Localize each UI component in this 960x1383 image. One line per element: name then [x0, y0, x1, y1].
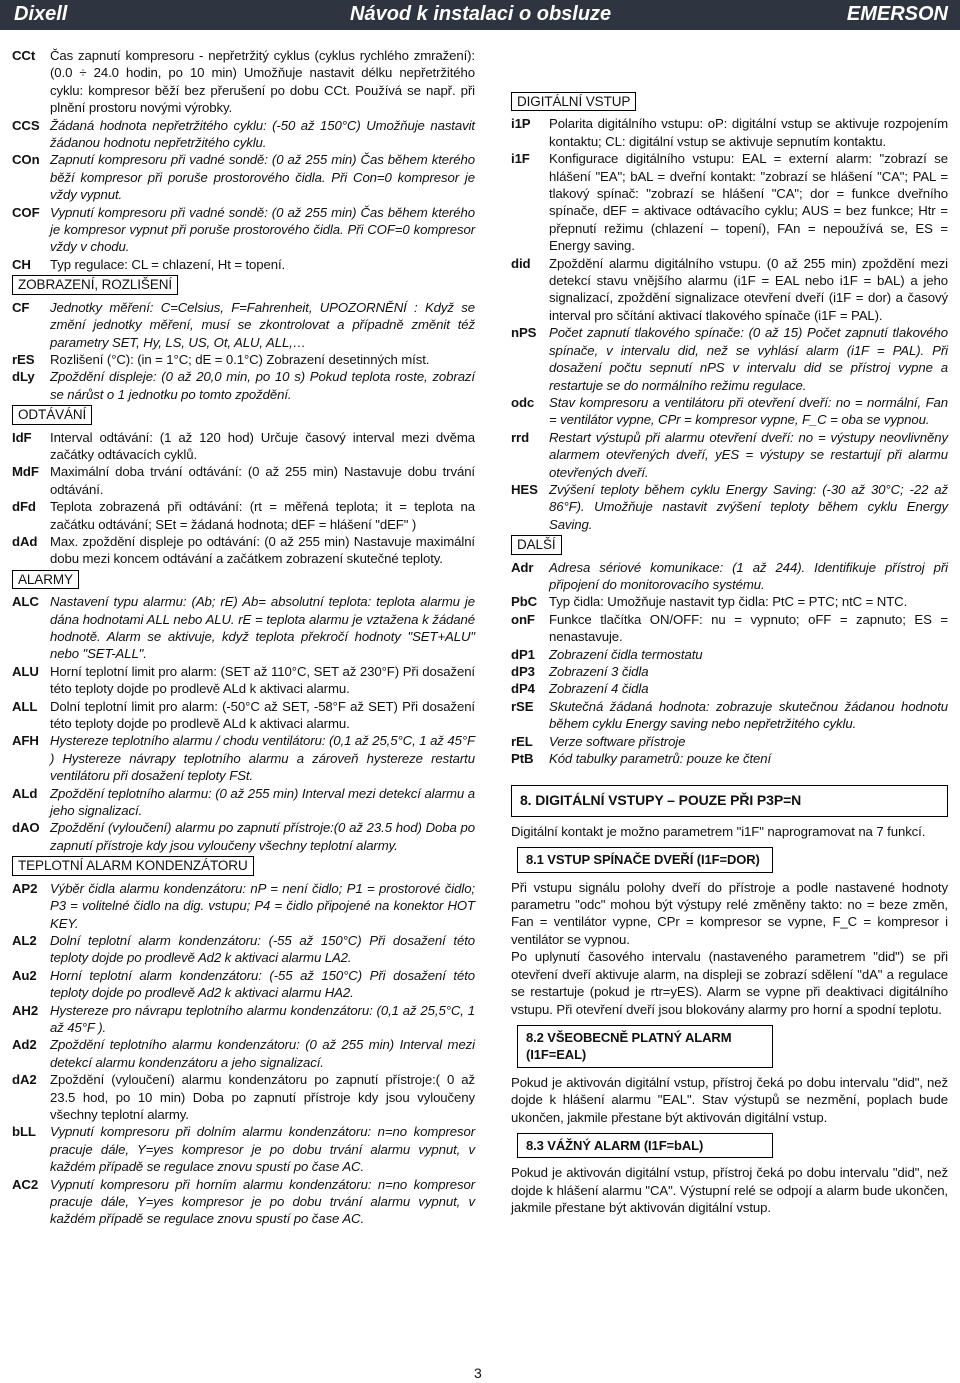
section-title-defrost: ODTÁVÁNÍ — [12, 405, 92, 424]
param-entry — [12, 932, 475, 967]
param-entry — [511, 698, 948, 733]
param-description: Zpoždění alarmu digitálního vstupu. (0 až 255 min) zpoždění mezi detekcí stavu vnějšího alarmu (i1F = EAL nebo i1F = bAL) a jeho signalizací, zpoždění signalizace otevření dveří (i1F = dor) a časový interval pro sčítání aktivací tlakového spínače (i1F = PAL). — [549, 255, 948, 323]
param-description: Vypnutí kompresoru při dolním alarmu kondenzátoru: n=no kompresor pracuje dále, Y=yes kompresor je po dobu trvání alarmu vypnut, v každém případě se regulace znovu spustí po čase AC. — [50, 1124, 475, 1175]
param-code: AH2 — [12, 1002, 39, 1018]
section-8-3-title: 8.3 VÁŽNÝ ALARM (I1F=bAL) — [517, 1133, 773, 1158]
param-entry — [511, 115, 948, 150]
section-8-1-paragraph-2: Po uplynutí časového intervalu (nastaveného parametrem "did") se při otevření dveří aktivuje alarm, na displeji se zobrazí sdělení "dA" a regulace se restartuje (pokud je rtr=yES). Alarm se vypne při deaktivaci digitálního vstupu. Při otevření dveří jsou blokovány alarmy pro horní a spodní teplotu. — [511, 949, 948, 1017]
alarm-params — [12, 593, 475, 854]
param-code: CCt — [12, 48, 36, 63]
param-entry — [12, 1002, 475, 1037]
param-entry — [12, 151, 475, 203]
param-entry — [511, 611, 948, 646]
header-title: Návod k instalaci o obsluze — [350, 3, 612, 25]
param-description: Interval odtávání: (1 až 120 hod) Určuje časový interval mezi dvěma začátky odtávacích cyklů. — [50, 429, 475, 462]
param-entry — [12, 117, 475, 152]
param-description: Maximální doba trvání odtávání: (0 až 255 min) Nastavuje dobu trvání odtávání. — [50, 464, 475, 497]
continuous-cycle-params — [12, 47, 475, 273]
param-description: Hystereze pro návrapu teplotního alarmu kondenzátoru: (0,1 až 25,5°C, 1 až 45°F ). — [50, 1002, 475, 1035]
param-description: Vypnutí kompresoru při vadné sondě: (0 až 255 min) Čas během kterého je kompresor vypnut při poruše prostorového čidla. Při COF=0 kompresor vždy v chodu. — [50, 204, 475, 255]
param-entry — [12, 698, 475, 733]
brand-dixell: Dixell — [14, 3, 68, 25]
param-description: Zpoždění (vyloučení) alarmu po zapnutí přístroje:(0 až 23.5 hod) Doba po zapnutí přístroje kdy jsou vyloučeny všechny teplotní alarmy. — [50, 820, 475, 853]
param-description: Nastavení typu alarmu: (Ab; rE) Ab= absolutní teplota: teplota alarmu je dána hodnotami ALL nebo ALU. rE = teplota alarmu je vztažena k žádané hodnotě. Alarm se aktivuje, když teplota překročí hodnoty "SET+ALU" nebo "SET-ALL". — [50, 594, 475, 662]
param-code: i1P — [511, 116, 531, 132]
param-description: Zpoždění displeje: (0 až 20,0 min, po 10 s) Pokud teplota roste, zobrazí se nárůst o 1 jednotku po tomto zpoždění. — [50, 369, 475, 402]
param-entry — [12, 1123, 475, 1175]
section-title-digital-input: DIGITÁLNÍ VSTUP — [511, 92, 636, 111]
param-code: HES — [511, 481, 538, 497]
param-entry — [511, 324, 948, 394]
param-code: bLL — [12, 1124, 36, 1140]
param-description: Restart výstupů při alarmu otevření dveří: no = výstupy neovlivněny alarmem otevřených dveří, yES = výstupy se restartují při alarmu otevřených dveří. — [549, 429, 948, 480]
param-entry — [12, 204, 475, 256]
brand-emerson: EMERSON — [846, 3, 948, 25]
param-entry — [12, 819, 475, 854]
param-description: Funkce tlačítka ON/OFF: nu = vypnuto; oFF = zapnuto; ES = nenastavuje. — [549, 611, 948, 645]
section-8-1-paragraph-1: Při vstupu signálu polohy dveří do přístroje a podle nastavené hodnoty parametru "odc" mohou být výstupy relé změněny takto: no = beze změn, Fan = ventilátor vypne, CPr = kompresor se vypne, F_C = kompresor i ventilátor se vypnou. — [511, 879, 948, 947]
param-description: Zobrazení 3 čidla — [549, 664, 649, 679]
param-description: Max. zpoždění displeje po odtávání: (0 až 255 min) Nastavuje maximální dobu mezi koncem odtávání a začátkem zobrazení skutečné teploty. — [50, 533, 475, 567]
param-entry — [511, 593, 948, 610]
param-description: Rozlišení (°C): (in = 1°C; dE = 0.1°C) Zobrazení desetinných míst. — [50, 351, 430, 367]
param-description: Zobrazení čidla termostatu — [549, 646, 703, 662]
section-title-display: ZOBRAZENÍ, ROZLIŠENÍ — [12, 275, 178, 294]
param-entry — [12, 47, 475, 117]
param-description: Čas zapnutí kompresoru - nepřetržitý cyklus (cyklus rychlého zmražení): (0.0 ÷ 24.0 hodin, po 10 min) Umožňuje nastavit délku nepřetržitého cyklu: kompresor běží bez přerušení po dobu CCt. Používá se např. při plnění prostoru novými výrobky. — [50, 48, 475, 116]
param-description: Zpoždění teplotního alarmu kondenzátoru: (0 až 255 min) Interval mezi detekcí alarmu kondenzátoru a jeho signalizací. — [50, 1037, 475, 1070]
other-params — [511, 559, 948, 768]
param-code: MdF — [12, 464, 39, 480]
param-description: Počet zapnutí tlakového spínače: (0 až 15) Počet zapnutí tlakového spínače, v intervalu did, než se vyhlásí alarm (i1F = PAL). Při dosažení počtu sepnutí nPS v intervalu did se přístroj vypne a restartuje se do normálního režimu regulace. — [549, 325, 948, 393]
param-entry — [12, 785, 475, 820]
param-description: Teplota zobrazená při odtávání: (rt = měřená teplota; it = teplota na začátku odtávání; SEt = žádaná hodnota; dEF = hlášení "dEF" ) — [50, 499, 475, 532]
param-entry — [12, 429, 475, 464]
param-entry — [12, 663, 475, 698]
param-code: IdF — [12, 429, 32, 445]
param-description: Horní teplotní alarm kondenzátoru: (-55 až 150°C) Při dosažení této teploty dojde po prodlevě Ad2 k aktivaci alarmu HA2. — [50, 967, 475, 1001]
param-description: Zpoždění (vyloučení) alarmu kondenzátoru po zapnutí přístroje:( 0 až 23.5 hod, po 10 min) Doba po zapnutí přístroje kdy jsou vyloučeny všechny teplotní alarmy. — [50, 1072, 475, 1122]
param-code: rrd — [511, 429, 530, 445]
param-entry — [12, 498, 475, 533]
param-code: COF — [12, 204, 40, 220]
param-entry — [12, 299, 475, 351]
param-entry — [12, 351, 475, 368]
param-code: nPS — [511, 325, 537, 341]
param-code: dAd — [12, 533, 38, 549]
param-code: Au2 — [12, 967, 37, 983]
param-code: ALU — [12, 663, 39, 679]
param-entry — [511, 481, 948, 533]
param-description: Dolní teplotní limit pro alarm: (-50°C až SET, -58°F až SET) Při dosažení této teploty dojde po prodlevě ALd k aktivaci alarmu. — [50, 698, 475, 732]
param-entry — [511, 680, 948, 697]
param-code: Ad2 — [12, 1037, 37, 1053]
param-entry — [511, 255, 948, 325]
param-description: Stav kompresoru a ventilátoru při otevření dveří: no = normální, Fan = ventilátor vypne, CPr = kompresor vypne, F_C = oba se vypnou. — [549, 394, 948, 428]
param-entry — [12, 1036, 475, 1071]
param-code: rEL — [511, 733, 533, 749]
section-title-condenser-alarm: TEPLOTNÍ ALARM KONDENZÁTORU — [12, 856, 254, 875]
section-8-2-paragraph: Pokud je aktivován digitální vstup, přístroj čeká po dobu intervalu "did", než dojde k hlášení alarmu "EAL". Stav výstupů se nezmění, poplach bude ukončen, jakmile přestane být aktivován digitální vstup. — [511, 1074, 948, 1125]
param-description: Skutečná žádaná hodnota: zobrazuje skutečnou žádanou hodnotu během cyklu Energy saving nebo nepřetržitého cyklu. — [549, 698, 948, 732]
param-code: dFd — [12, 499, 36, 515]
param-code: CH — [12, 256, 31, 272]
param-description: Jednotky měření: C=Celsius, F=Fahrenheit, UPOZORNĚNÍ : Když se změní jednotky měření, musí se zkontrolovat a případně změnit též parametry SET, Hy, LS, US, Ot, ALU, ALL,… — [50, 299, 475, 350]
section-8-title: 8. DIGITÁLNÍ VSTUPY – POUZE PŘI P3P=N — [511, 785, 948, 816]
param-code: did — [511, 255, 531, 271]
param-entry — [12, 880, 475, 932]
param-code: dP4 — [511, 681, 535, 697]
condenser-alarm-params — [12, 880, 475, 1228]
param-description: Zpoždění teplotního alarmu: (0 až 255 min) Interval mezi detekcí alarmu a jeho signalizací. — [50, 785, 475, 819]
param-description: Hystereze teplotního alarmu / chodu ventilátoru: (0,1 až 25,5°C, 1 až 45°F ) Hystereze návrapy teplotního alarmu a zároveň hystereze restartu ventilátoru při dosažení teploty FSt. — [50, 733, 475, 784]
param-code: dA2 — [12, 1072, 37, 1088]
param-entry — [511, 394, 948, 429]
param-entry — [511, 646, 948, 663]
param-description: Dolní teplotní alarm kondenzátoru: (-55 až 150°C) Při dosažení této teploty dojde po prodlevě Ad2 k aktivaci alarmu LA2. — [50, 932, 475, 966]
param-entry — [12, 256, 475, 273]
param-code: dLy — [12, 369, 35, 385]
section-8-2-title: 8.2 VŠEOBECNĚ PLATNÝ ALARM (I1F=EAL) — [517, 1025, 773, 1068]
param-code: onF — [511, 611, 535, 627]
param-entry — [12, 732, 475, 784]
param-code: AFH — [12, 733, 39, 749]
param-description: Typ regulace: CL = chlazení, Ht = topení. — [50, 256, 286, 272]
param-code: PtB — [511, 751, 534, 767]
param-entry — [12, 368, 475, 403]
param-description: Adresa sériové komunikace: (1 až 244). Identifikuje přístroj při připojení do monitorovacího systému. — [549, 559, 948, 592]
param-entry — [511, 663, 948, 680]
param-code: dP3 — [511, 664, 535, 679]
param-entry — [12, 1176, 475, 1228]
param-description: Žádaná hodnota nepřetržitého cyklu: (-50 až 150°C) Umožňuje nastavit žádanou hodnotu nepřetržitého cyklu. — [50, 117, 475, 151]
right-column — [511, 90, 948, 1217]
param-entry — [12, 967, 475, 1002]
section-8-3-paragraph: Pokud je aktivován digitální vstup, přístroj čeká po dobu intervalu "did", než dojde k hlášení alarmu "CA". Výstupní relé se odpojí a alarm bude ukončen, jakmile přestane být aktivován digitální vstup. — [511, 1165, 948, 1216]
left-column — [12, 47, 475, 1228]
digital-input-params — [511, 115, 948, 533]
param-entry — [12, 463, 475, 498]
param-description: Vypnutí kompresoru při horním alarmu kondenzátoru: n=no kompresor pracuje dále, Y=yes kompresor je po dobu trvání alarmu vypnut, v každém případě se regulace znovu spustí po čase AC. — [50, 1176, 475, 1227]
param-entry — [511, 429, 948, 481]
section-title-alarms: ALARMY — [12, 570, 79, 589]
param-code: AC2 — [12, 1176, 39, 1192]
param-entry — [12, 1071, 475, 1123]
param-description: Zapnutí kompresoru při vadné sondě: (0 až 255 min) Čas během kterého běží kompresor při poruše prostorového čidla. Při Con=0 kompresor je vždy vypnut. — [50, 152, 475, 203]
param-entry — [511, 559, 948, 594]
param-code: CCS — [12, 117, 40, 133]
param-code: COn — [12, 152, 40, 168]
param-code: AL2 — [12, 932, 37, 948]
param-description: Horní teplotní limit pro alarm: (SET až 110°C, SET až 230°F) Při dosažení této teploty dojde po prodlevě ALd k aktivaci alarmu. — [50, 663, 475, 697]
section-8-text: Digitální kontakt je možno parametrem "i1F" naprogramovat na 7 funkcí. — [511, 823, 926, 839]
header-bar — [0, 0, 960, 30]
display-params — [12, 299, 475, 403]
param-code: ALC — [12, 594, 39, 610]
param-description: Verze software přístroje — [549, 733, 686, 749]
param-description: Polarita digitálního vstupu: oP: digitální vstup se aktivuje rozpojením kontaktu; CL: digitální vstup se aktivuje sepnutím kontaktu. — [549, 116, 948, 149]
param-code: AP2 — [12, 880, 38, 896]
param-code: dAO — [12, 820, 40, 836]
param-code: i1F — [511, 151, 530, 167]
param-entry — [12, 533, 475, 568]
param-code: odc — [511, 394, 535, 410]
param-description: Zobrazení 4 čidla — [549, 681, 649, 697]
param-description: Typ čidla: Umožňuje nastavit typ čidla: PtC = PTC; ntC = NTC. — [549, 594, 908, 610]
page-number: 3 — [474, 1365, 482, 1381]
param-entry — [511, 150, 948, 254]
param-description: Výběr čidla alarmu kondenzátoru: nP = není čidlo; P1 = prostorové čidlo; P3 = volitelné čidlo na dig. vstupu; P4 = čidlo připojené na konektor HOT KEY. — [50, 880, 475, 931]
param-entry — [511, 750, 948, 767]
param-code: ALd — [12, 785, 38, 801]
param-code: rSE — [511, 698, 534, 714]
section-8-1-title: 8.1 VSTUP SPÍNAČE DVEŘÍ (I1F=DOR) — [517, 847, 773, 872]
param-entry — [511, 733, 948, 750]
param-description: Kód tabulky parametrů: pouze ke čtení — [549, 751, 772, 767]
param-entry — [12, 593, 475, 663]
param-code: PbC — [511, 594, 538, 610]
param-code: dP1 — [511, 646, 535, 662]
param-description: Zvýšení teploty během cyklu Energy Saving: (-30 až 30°C; -22 až 86°F). Umožňuje nastavit zvýšení teploty během cyklu Energy Saving. — [549, 481, 948, 532]
param-code: CF — [12, 299, 30, 315]
param-code: Adr — [511, 559, 534, 575]
param-description: Konfigurace digitálního vstupu: EAL = externí alarm: "zobrazí se hlášení "EA"; bAL = dveřní kontakt: "zobrazí se hlášení "CA"; PAL = tlakový spínač: "zobrazí se hlášení "CA"; dor = funkce dveřního spínače, dEF = aktivace odtávacího cyklu; AUS = bez funkce; Htr = přepnutí režimu (chlazení – topení), FAn = nepoužívá se, ES = Energy saving. — [549, 151, 948, 254]
defrost-params — [12, 429, 475, 568]
param-code: ALL — [12, 698, 38, 714]
section-title-other: DALŠÍ — [511, 535, 562, 554]
param-code: rES — [12, 351, 35, 367]
